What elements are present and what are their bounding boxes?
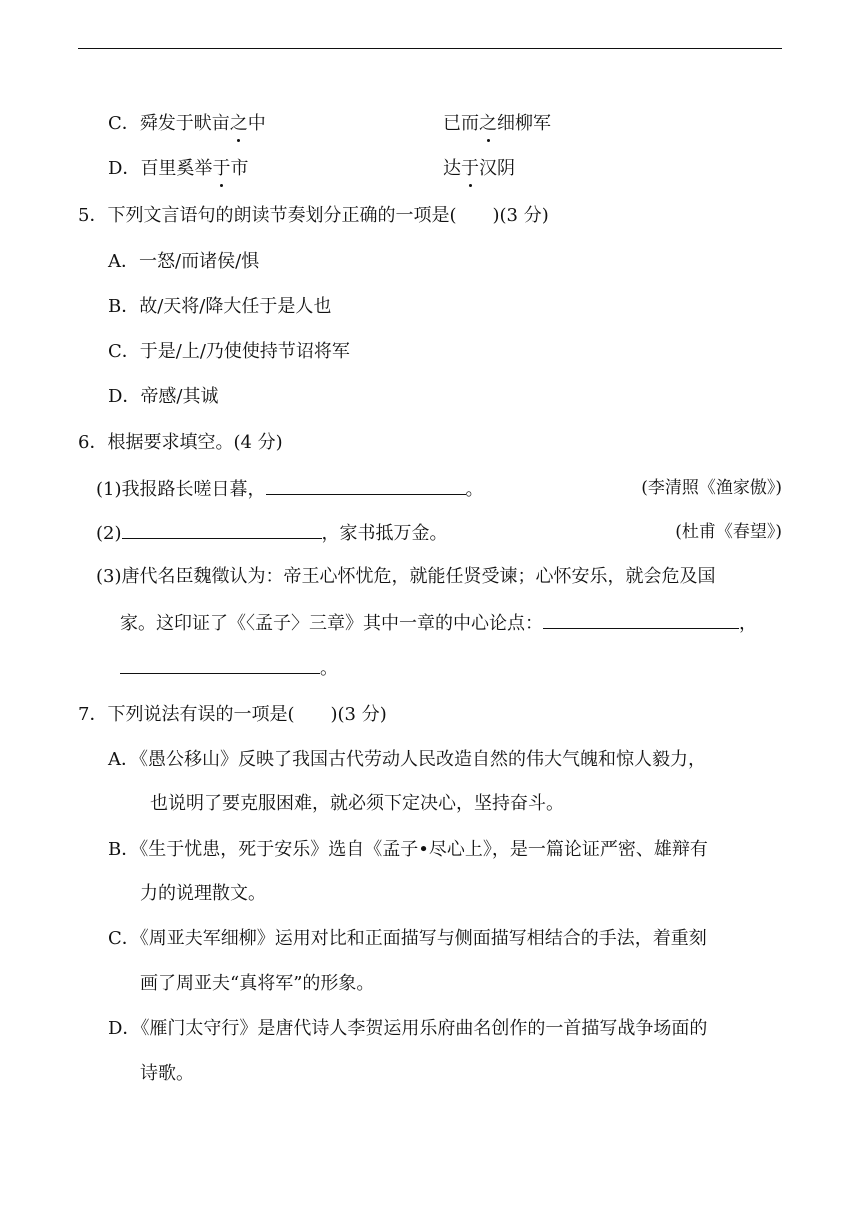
answer-blank[interactable] [543,610,739,629]
q6-stem: 6．根据要求填空。(4 分) [78,432,283,453]
q5-option-c [108,340,350,364]
option-text: 帝感/其诚 [140,386,219,407]
q5-option-b [108,295,331,319]
q7-option-d-line1 [108,1017,707,1041]
emphasized-char: 于 [461,158,479,179]
option-letter: C． [108,928,140,949]
option-letter: C． [108,341,140,362]
text: 。 [320,658,338,679]
q7-option-b-line1 [108,838,708,862]
option-letter: C． [108,113,140,134]
option-letter: A． [108,251,139,272]
answer-blank[interactable] [122,520,322,539]
q7-option-c-line2: 画了周亚夫“真将军”的形象。 [140,973,375,994]
text: ， [739,613,757,634]
text: 百里奚举 [140,158,213,179]
text: 。 [465,479,484,500]
option-text: 一怒/而诸侯/惧 [139,251,260,272]
option-text: 《周亚夫军细柳》运用对比和正面描写与侧面描写相结合的手法，着重刻 [139,928,707,949]
q6-part3-line3 [120,655,338,681]
q6-part2-source: (杜甫《春望》) [675,522,782,542]
q7-option-c-line1 [108,927,707,951]
q4-option-c-right [443,112,551,136]
text: ，家书抵万金。 [321,523,448,544]
option-text: 于是/上/乃使使持节诏将军 [139,341,350,362]
q6-part3-line2 [120,610,757,636]
q6-part1-source: (李清照《渔家傲》) [641,478,782,498]
option-letter: B． [108,296,140,317]
text: (1)我报路长嗟日暮， [96,479,266,500]
text: 细柳军 [497,113,551,134]
q5-stem: 5．下列文言语句的朗读节奏划分正确的一项是( )(3 分) [78,205,549,226]
option-letter: A． [108,749,139,770]
text: 达 [443,158,461,179]
option-letter: D． [108,1018,141,1039]
text: 中 [247,113,266,134]
q4-option-c-left [108,112,266,136]
answer-blank[interactable] [120,655,320,674]
text: 家。这印证了《〈孟子〉三章》其中一章的中心论点： [120,613,543,634]
q5-option-a [108,250,259,274]
q7-stem: 7．下列说法有误的一项是( )(3 分) [78,704,387,725]
text: 已而 [443,113,479,134]
option-letter: B． [108,839,140,860]
option-text: 《雁门太守行》是唐代诗人李贺运用乐府曲名创作的一首描写战争场面的 [140,1018,708,1039]
q5-option-d [108,385,219,409]
q4-option-d-right [443,157,515,181]
q6-part1 [96,476,484,502]
q7-option-a-line1 [108,748,706,772]
text: 汉阴 [479,158,515,179]
emphasized-char: 之 [479,113,497,134]
emphasized-char: 于 [212,158,231,179]
answer-blank[interactable] [266,476,466,495]
text: (2) [96,523,122,544]
q6-part2 [96,520,448,546]
option-text: 《愚公移山》反映了我国古代劳动人民改造自然的伟大气魄和惊人毅力， [139,749,706,770]
emphasized-char: 之 [229,113,248,134]
option-text: 故/天将/降大任于是人也 [139,296,332,317]
option-text: 《生于忧患，死于安乐》选自《孟子•尽心上》，是一篇论证严密、雄辩有 [139,839,708,860]
q7-option-a-line2: 也说明了要克服困难，就必须下定决心，坚持奋斗。 [150,793,564,814]
text: 市 [230,158,249,179]
text: 舜发于畎亩 [139,113,230,134]
q4-option-d-left [108,157,248,181]
q6-part3-line1: (3)唐代名臣魏徵认为：帝王心怀忧危，就能任贤受谏；心怀安乐，就会危及国 [96,566,716,587]
header-rule [78,48,782,49]
option-letter: D． [108,158,141,179]
q7-option-d-line2: 诗歌。 [140,1063,194,1084]
q7-option-b-line2: 力的说理散文。 [140,883,266,904]
option-letter: D． [108,386,141,407]
